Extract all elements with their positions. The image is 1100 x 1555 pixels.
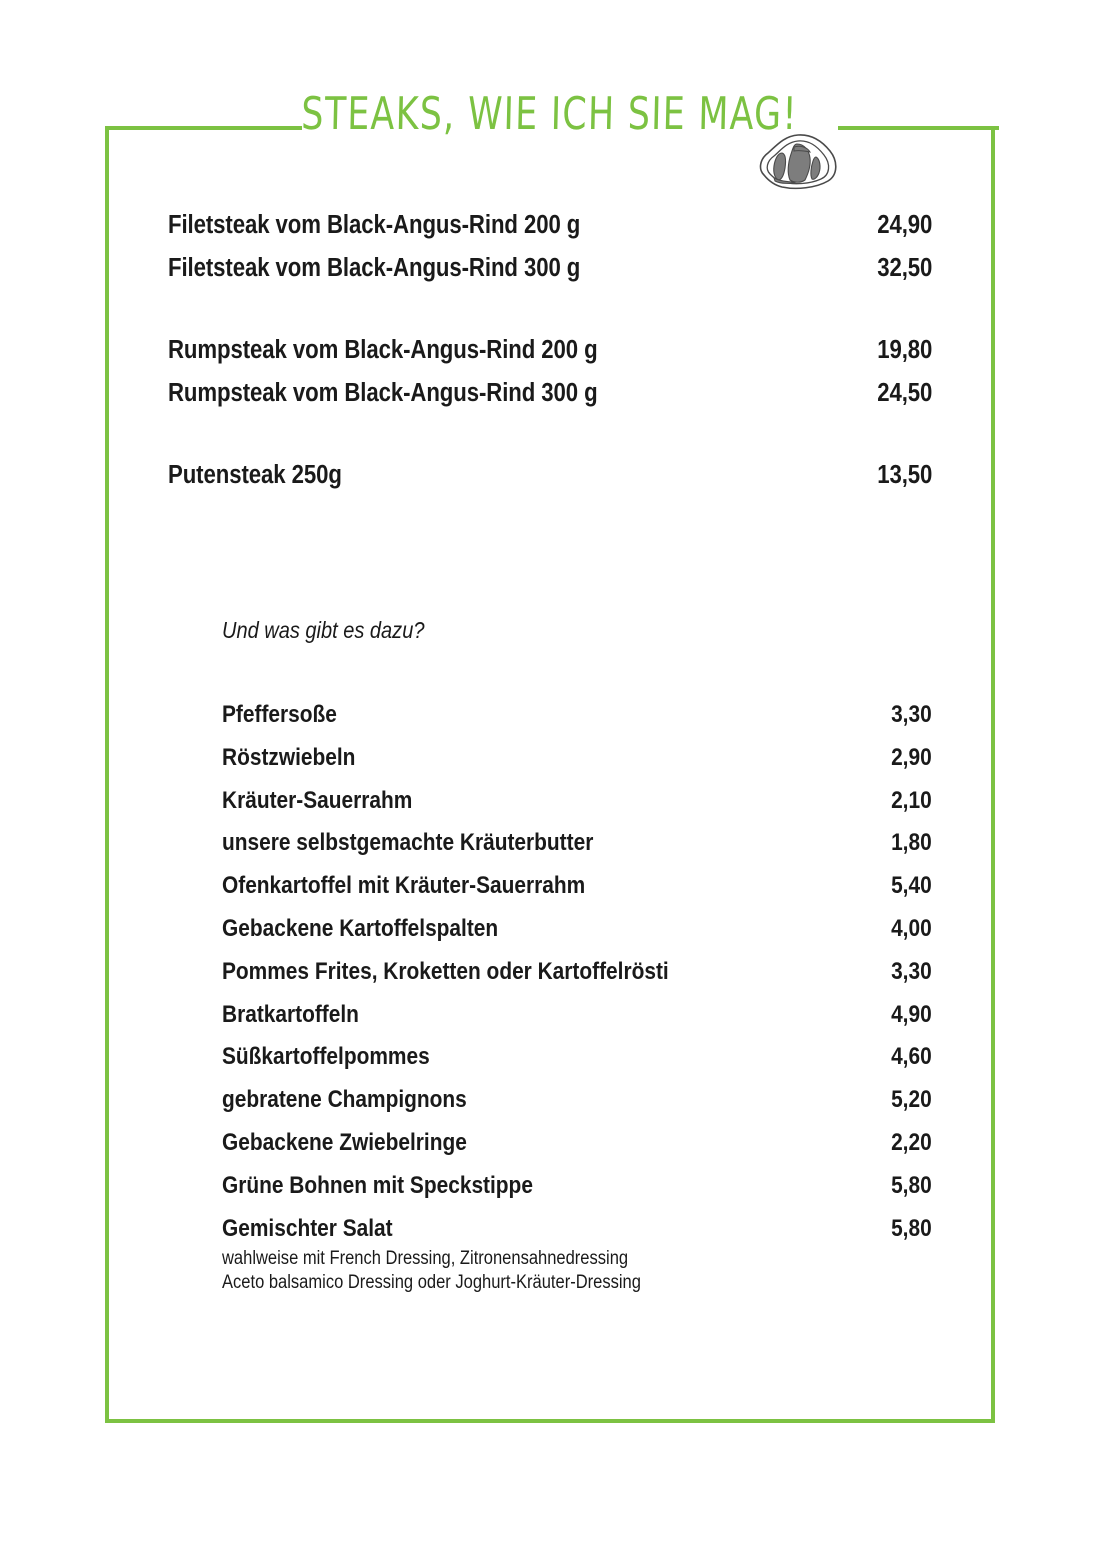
side-row <box>222 1129 932 1172</box>
side-price: 2,20 <box>891 1128 932 1156</box>
side-price: 5,80 <box>891 1171 932 1199</box>
side-name: gebratene Champignons <box>222 1086 467 1114</box>
steak-name: Filetsteak vom Black-Angus-Rind 200 g <box>168 211 581 239</box>
side-row <box>222 787 932 830</box>
side-price: 4,00 <box>891 914 932 942</box>
steak-row <box>168 211 932 254</box>
side-price: 3,30 <box>891 957 932 985</box>
steak-price: 24,90 <box>876 211 932 239</box>
steak-row <box>168 379 932 422</box>
sides-list <box>222 701 932 1257</box>
side-name: Röstzwiebeln <box>222 743 356 771</box>
side-row <box>222 915 932 958</box>
side-price: 1,80 <box>891 829 932 857</box>
steak-name: Rumpsteak vom Black-Angus-Rind 200 g <box>168 336 598 364</box>
steak-name: Rumpsteak vom Black-Angus-Rind 300 g <box>168 379 598 407</box>
steak-price: 32,50 <box>876 254 932 282</box>
side-name: Pommes Frites, Kroketten oder Kartoffelrösti <box>222 957 669 985</box>
side-price: 3,30 <box>891 701 932 728</box>
side-price: 5,80 <box>891 1214 932 1242</box>
side-price: 4,60 <box>891 1043 932 1071</box>
side-row <box>222 1001 932 1044</box>
salad-dressing-line: Aceto balsamico Dressing oder Joghurt-Kräuter-Dressing <box>222 1272 641 1293</box>
salad-dressing-line: wahlweise mit French Dressing, Zitronensahnedressing <box>222 1248 629 1269</box>
side-row <box>222 1172 932 1215</box>
side-name: Gebackene Zwiebelringe <box>222 1128 467 1156</box>
side-name: unsere selbstgemachte Kräuterbutter <box>222 829 594 857</box>
side-price: 5,20 <box>891 1086 932 1114</box>
side-name: Gemischter Salat <box>222 1214 393 1242</box>
side-price: 5,40 <box>891 872 932 900</box>
side-name: Ofenkartoffel mit Kräuter-Sauerrahm <box>222 872 586 900</box>
steak-name: Filetsteak vom Black-Angus-Rind 300 g <box>168 254 581 282</box>
steak-price: 24,50 <box>876 379 932 407</box>
sides-question: Und was gibt es dazu? <box>222 617 425 643</box>
side-row <box>222 958 932 1001</box>
salad-dressing-description <box>222 1247 704 1295</box>
side-row <box>222 872 932 915</box>
side-price: 4,90 <box>891 1000 932 1028</box>
side-name: Kräuter-Sauerrahm <box>222 786 413 814</box>
steak-price: 13,50 <box>876 461 932 489</box>
side-name: Süßkartoffelpommes <box>222 1043 430 1071</box>
steak-row <box>168 254 932 297</box>
steak-row <box>168 336 932 379</box>
side-name: Bratkartoffeln <box>222 1000 359 1028</box>
steaks-list <box>168 211 932 504</box>
side-row <box>222 701 932 744</box>
side-name: Gebackene Kartoffelspalten <box>222 914 499 942</box>
side-price: 2,90 <box>891 743 932 771</box>
side-row <box>222 1043 932 1086</box>
side-row <box>222 744 932 787</box>
steak-row <box>168 461 932 504</box>
side-row <box>222 1086 932 1129</box>
page-title: STEAKS, WIE ICH SIE MAG! <box>301 86 799 140</box>
side-price: 2,10 <box>891 786 932 814</box>
side-name: Pfeffersoße <box>222 701 337 728</box>
side-row <box>222 829 932 872</box>
side-name: Grüne Bohnen mit Speckstippe <box>222 1171 533 1199</box>
steak-cut-icon <box>752 131 840 193</box>
steak-name: Putensteak 250g <box>168 461 342 489</box>
steak-price: 19,80 <box>876 336 932 364</box>
